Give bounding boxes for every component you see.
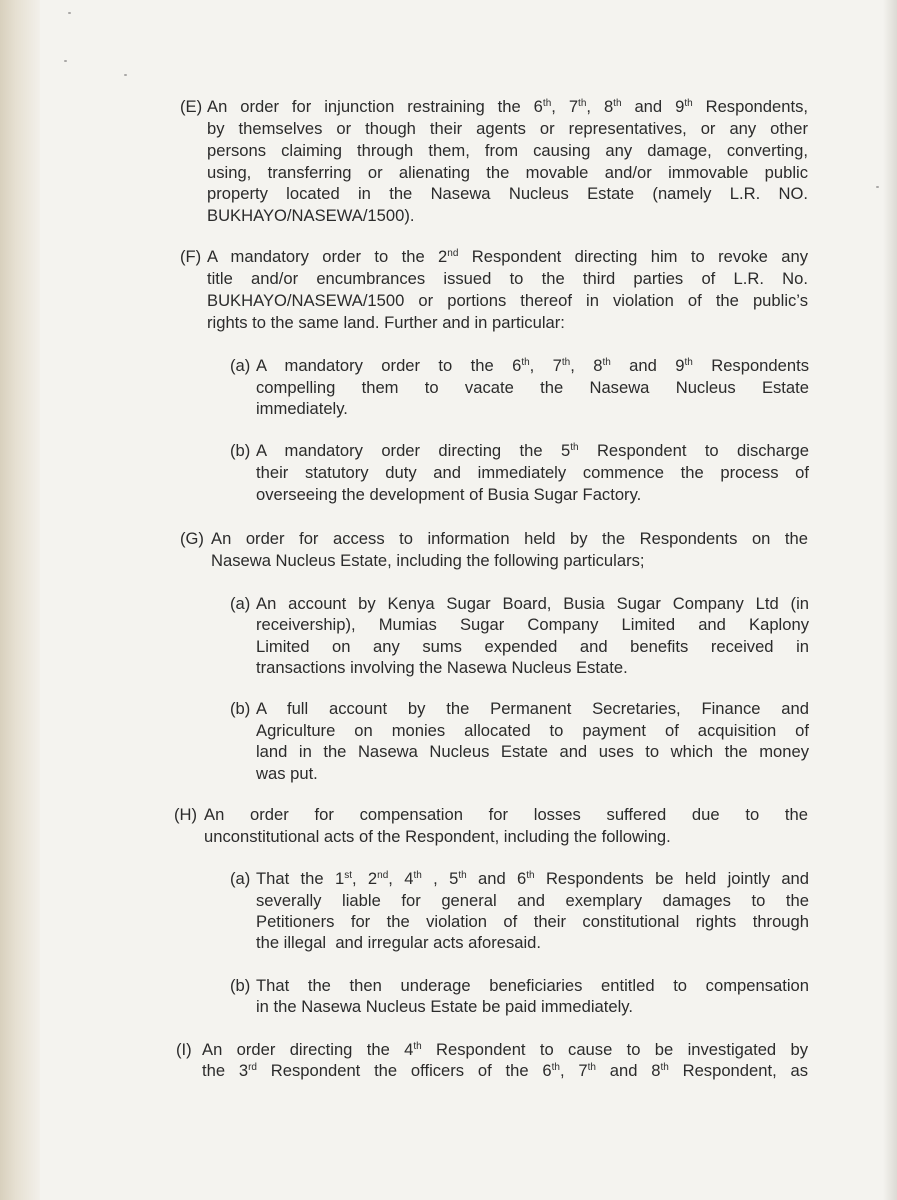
sub-item-label: (a): [230, 356, 251, 375]
item-text-line: persons claiming through them, from causing any damage, converting,: [207, 141, 808, 160]
item-label: (F): [180, 247, 202, 266]
sub-item-text-line: transactions involving the Nasewa Nucleus Estate.: [256, 658, 628, 677]
item-text-line: An order for compensation for losses suffered due to the: [204, 805, 808, 824]
item-text-line: A mandatory order to the 2nd Respondent directing him to revoke any: [207, 247, 809, 266]
item-text-line: unconstitutional acts of the Respondent, including the following.: [204, 827, 671, 846]
sub-item-label: (a): [230, 869, 251, 888]
sub-item-text-line: A mandatory order to the 6th, 7th, 8th and 9th Respondents: [256, 356, 809, 375]
sub-item-text-line: A mandatory order directing the 5th Respondent to discharge: [256, 441, 809, 460]
sub-item-text-line: An account by Kenya Sugar Board, Busia Sugar Company Ltd (in: [256, 594, 809, 613]
sub-item-text-line: That the then underage beneficiaries entitled to compensation: [256, 976, 809, 995]
item-text-line: An order for access to information held by the Respondents on the: [211, 529, 808, 548]
sub-item-label: (a): [230, 594, 251, 613]
sub-item-text-line: was put.: [256, 764, 318, 783]
sub-item-label: (b): [230, 699, 251, 718]
sub-item-text-line: in the Nasewa Nucleus Estate be paid immediately.: [256, 997, 633, 1016]
sub-item-label: (b): [230, 976, 251, 995]
sub-item-text-line: A full account by the Permanent Secretaries, Finance and: [256, 699, 809, 718]
sub-item-text-line: severally liable for general and exemplary damages to the: [256, 891, 809, 910]
item-text-line: rights to the same land. Further and in particular:: [207, 313, 565, 332]
item-text-line: An order directing the 4th Respondent to cause to be investigated by: [202, 1040, 809, 1059]
sub-item-text-line: compelling them to vacate the Nasewa Nucleus Estate: [256, 378, 809, 397]
sub-item-text-line: overseeing the development of Busia Sugar Factory.: [256, 485, 642, 504]
item-label: (I): [176, 1040, 192, 1059]
item-text-line: Nasewa Nucleus Estate, including the following particulars;: [211, 551, 645, 570]
item-text-line: using, transferring or alienating the movable and/or immovable public: [207, 163, 808, 182]
sub-item-text-line: receivership), Mumias Sugar Company Limited and Kaplony: [256, 615, 809, 634]
sub-item-label: (b): [230, 441, 251, 460]
sub-item-text-line: Limited on any sums expended and benefits received in: [256, 637, 809, 656]
item-text-line: BUKHAYO/NASEWA/1500 or portions thereof in violation of the public’s: [207, 291, 808, 310]
sub-item-text-line: Agriculture on monies allocated to payment of acquisition of: [256, 721, 809, 740]
sub-item-text-line: Petitioners for the violation of their constitutional rights through: [256, 912, 809, 931]
item-text-line: title and/or encumbrances issued to the third parties of L.R. No.: [207, 269, 808, 288]
item-text-line: BUKHAYO/NASEWA/1500).: [207, 206, 415, 225]
sub-item-text-line: That the 1st, 2nd, 4th , 5th and 6th Respondents be held jointly and: [256, 869, 810, 888]
item-text-line: by themselves or though their agents or representatives, or any other: [207, 119, 808, 138]
sub-item-text-line: immediately.: [256, 399, 348, 418]
item-label: (H): [174, 805, 198, 824]
sub-item-text-line: land in the Nasewa Nucleus Estate and uses to which the money: [256, 742, 809, 761]
item-label: (G): [180, 529, 204, 548]
item-text-line: the 3rd Respondent the officers of the 6th, 7th and 8th Respondent, as: [202, 1061, 809, 1080]
item-text-line: An order for injunction restraining the 6th, 7th, 8th and 9th Respondents,: [207, 97, 808, 116]
item-label: (E): [180, 97, 203, 116]
sub-item-text-line: their statutory duty and immediately commence the process of: [256, 463, 809, 482]
item-text-line: property located in the Nasewa Nucleus Estate (namely L.R. NO.: [207, 184, 808, 203]
sub-item-text-line: the illegal and irregular acts aforesaid.: [256, 933, 542, 952]
